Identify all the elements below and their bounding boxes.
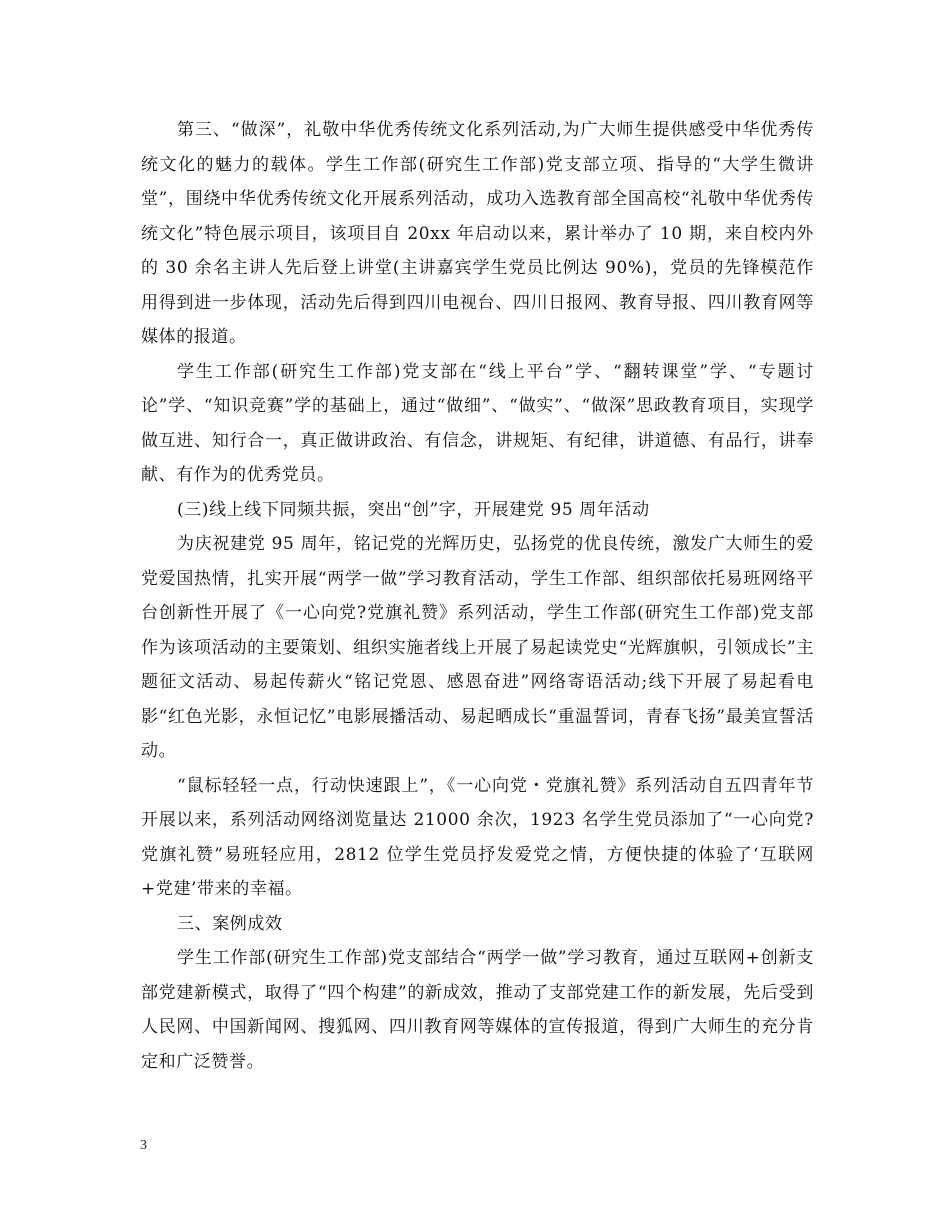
document-body: [141, 113, 814, 1079]
page-number: 3: [140, 1138, 147, 1153]
paragraph-third-deepen: 第三、“做深”，礼敬中华优秀传统文化系列活动,为广大师生提供感受中华优秀传统文化的魅力的载体。学生工作部(研究生工作部)党支部立项、指导的“大学生微讲堂”，围绕中华优秀传统文化开展系列活动，成功入选教育部全国高校“礼敬中华优秀传统文化”特色展示项目，该项目自 20xx 年启动以来，累计举办了 10 期，来自校内外的 30 余名主讲人先后登上讲堂(主讲嘉宾学生党员比例达 90%)，党员的先锋模范作用得到进一步体现，活动先后得到四川电视台、四川日报网、教育导报、四川教育网等媒体的报道。: [141, 120, 814, 347]
paragraph-anniversary-activities: 为庆祝建党 95 周年，铭记党的光辉历史，弘扬党的优良传统，激发广大师生的爱党爱国热情，扎实开展“两学一做”学习教育活动，学生工作部、组织部依托易班网络平台创新性开展了《一心向党?党旗礼赞》系列活动，学生工作部(研究生工作部)党支部作为该项活动的主要策划、组织实施者线上开展了易起读党史“光辉旗帜，引领成长”主题征文活动、易起传薪火“铭记党恩、感恩奋进”网络寄语活动;线下开展了易起看电影“红色光影，永恒记忆”电影展播活动、易起晒成长“重温誓词，青春飞扬”最美宣誓活动。: [141, 534, 814, 761]
section-heading-online-offline: (三)线上线下同频共振，突出“创”字，开展建党 95 周年活动: [177, 499, 650, 520]
section-heading-case-results: 三、案例成效: [177, 913, 283, 934]
paragraph-case-results: 学生工作部(研究生工作部)党支部结合“两学一做”学习教育，通过互联网+创新支部党建新模式，取得了“四个构建”的新成效，推动了支部党建工作的新发展，先后受到人民网、中国新闻网、搜狐网、四川教育网等媒体的宣传报道，得到广大师生的充分肯定和广泛赞誉。: [141, 948, 814, 1072]
paragraph-activity-statistics: “鼠标轻轻一点，行动快速跟上”，《一心向党・党旗礼赞》系列活动自五四青年节开展以来，系列活动网络浏览量达 21000 余次，1923 名学生党员添加了“一心向党?党旗礼赞”易班轻应用，2812 位学生党员抒发爱党之情，方便快捷的体验了‘互联网+党建’带来的幸福。: [141, 775, 814, 899]
paragraph-party-branch-study: 学生工作部(研究生工作部)党支部在“线上平台”学、“翻转课堂”学、“专题讨论”学、“知识竞赛”学的基础上，通过“做细”、“做实”、“做深”思政教育项目，实现学做互进、知行合一，真正做讲政治、有信念，讲规矩、有纪律，讲道德、有品行，讲奉献、有作为的优秀党员。: [141, 361, 814, 485]
